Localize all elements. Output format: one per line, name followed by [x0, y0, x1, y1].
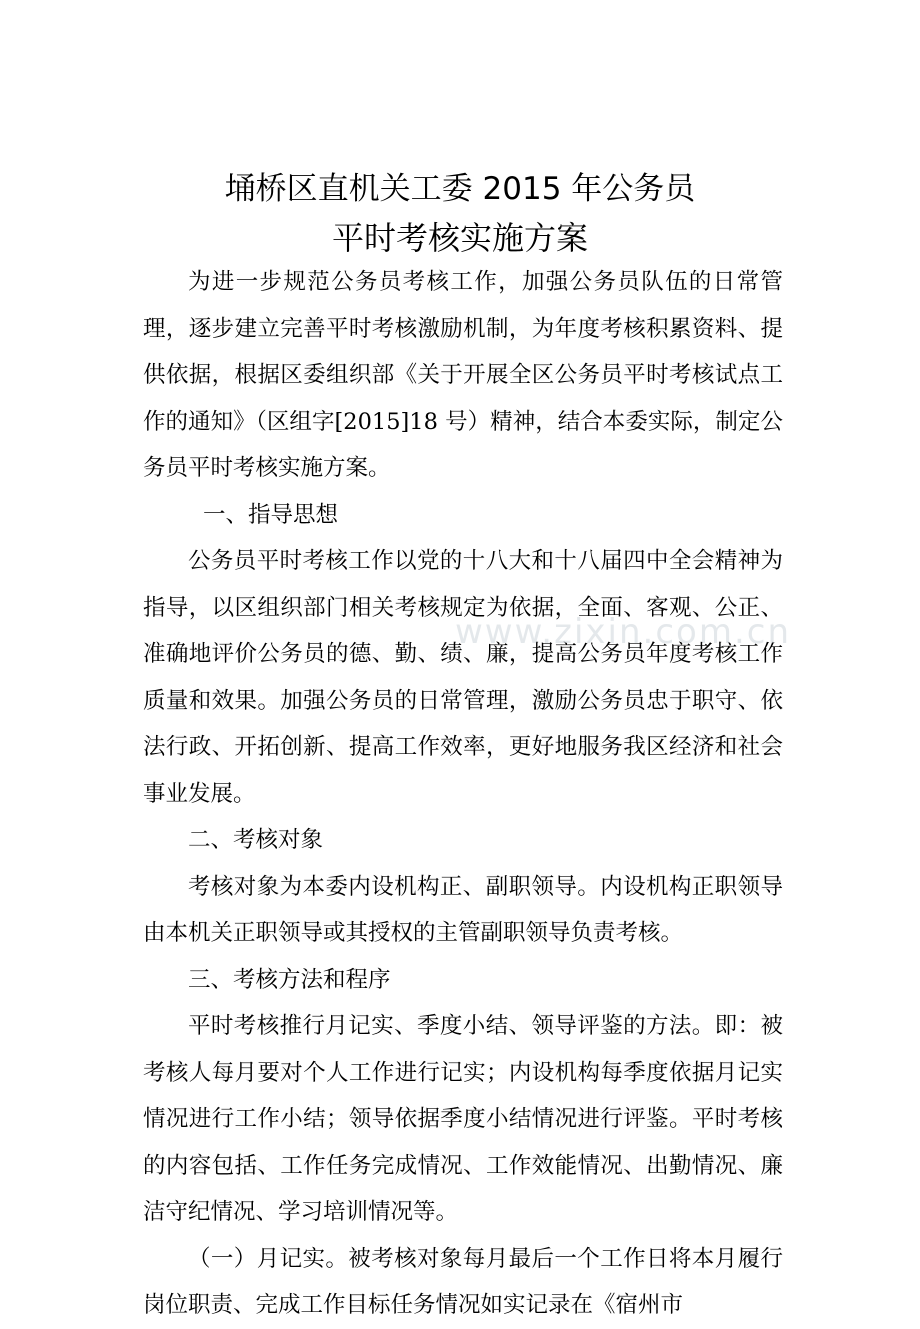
section-paragraph-methods-procedures: 平时考核推行月记实、季度小结、领导评鉴的方法。即：被考核人每月要对个人工作进行记实；内设机构每季度依据月记实情况进行工作小结；领导依据季度小结情况进行评鉴。平时考核的内容包括、工作任务完成情况、工作效能情况、出勤情况、廉洁守纪情况、学习培训情况等。: [143, 1013, 783, 1225]
document-title-line-2: 平时考核实施方案: [331, 219, 588, 257]
subsection-paragraph-monthly-record: （一）月记实。被考核对象每月最后一个工作日将本月履行岗位职责、完成工作目标任务情况如实记录在《宿州市: [143, 1245, 783, 1318]
watermark: www.zixin.com.cn: [455, 612, 791, 652]
intro-paragraph: 为进一步规范公务员考核工作，加强公务员队伍的日常管理，逐步建立完善平时考核激励机制，为年度考核积累资料、提供依据，根据区委组织部《关于开展全区公务员平时考核试点工作的通知》（区组字[2015]18 号）精神，结合本委实际，制定公务员平时考核实施方案。: [143, 269, 783, 481]
section-heading-guiding-ideology: 一、指导思想: [203, 501, 339, 528]
document-body: [143, 259, 783, 1329]
section-paragraph-guiding-ideology: 公务员平时考核工作以党的十八大和十八届四中全会精神为指导，以区组织部门相关考核规定为依据，全面、客观、公正、准确地评价公务员的德、勤、绩、廉，提高公务员年度考核工作质量和效果。加强公务员的日常管理，激励公务员忠于职守、依法行政、开拓创新、提高工作效率，更好地服务我区经济和社会事业发展。: [143, 548, 783, 807]
document-title-line-1: 埇桥区直机关工委 2015 年公务员: [224, 171, 696, 207]
section-paragraph-assessment-targets: 考核对象为本委内设机构正、副职领导。内设机构正职领导由本机关正职领导或其授权的主管副职领导负责考核。: [143, 873, 783, 946]
section-heading-methods-procedures: 三、考核方法和程序: [188, 966, 391, 993]
section-heading-assessment-targets: 二、考核对象: [188, 827, 324, 853]
